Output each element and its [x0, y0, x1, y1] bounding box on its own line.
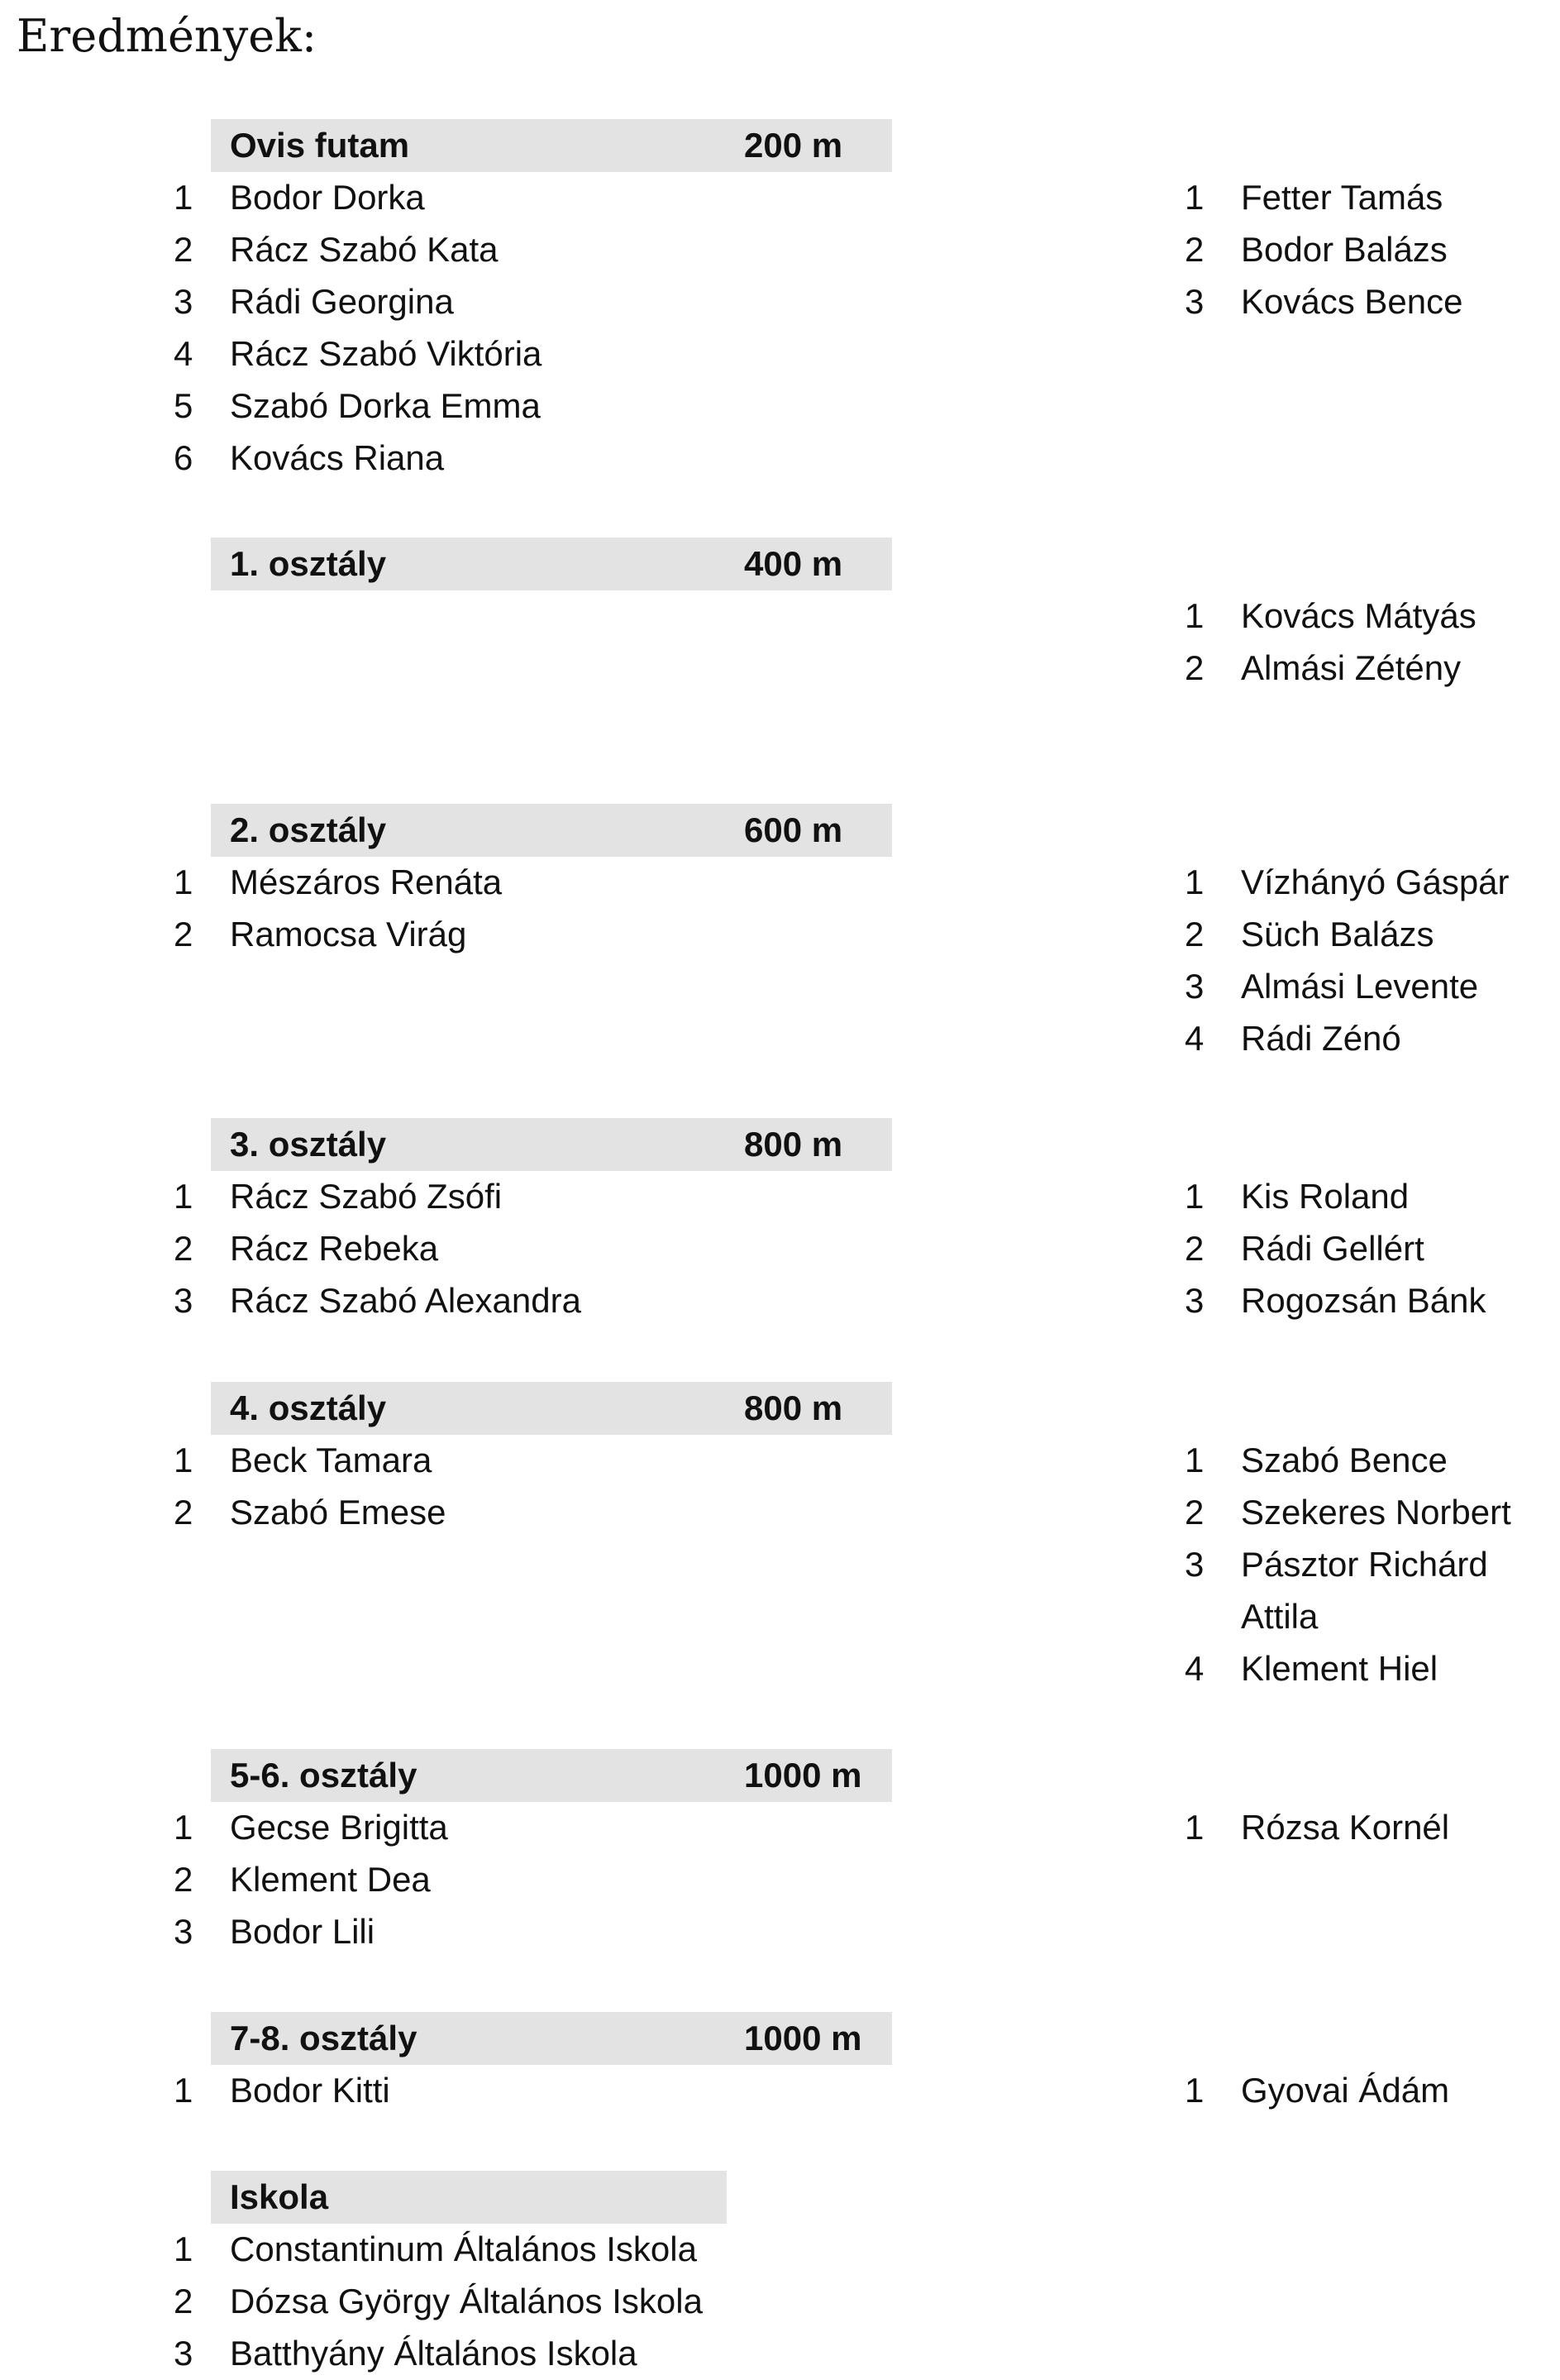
- category-label: Iskola: [230, 2177, 329, 2216]
- distance-label: 800 m: [744, 1388, 843, 1427]
- competitor-name: Szabó Dorka Emma: [230, 386, 541, 425]
- competitor-name: Vízhányó Gáspár: [1241, 863, 1510, 901]
- distance-label: 1000 m: [744, 1756, 862, 1795]
- rank: 1: [174, 1441, 193, 1479]
- rank: 1: [174, 1808, 193, 1847]
- rank: 4: [1185, 1649, 1205, 1688]
- competitor-name: Rácz Szabó Zsófi: [230, 1177, 503, 1216]
- distance-label: 400 m: [744, 544, 843, 583]
- competitor-name: Bodor Kitti: [230, 2071, 390, 2110]
- rank: 2: [174, 2282, 193, 2320]
- rank: 2: [174, 915, 193, 953]
- rank: 3: [1185, 967, 1205, 1006]
- rank: 4: [1185, 1019, 1205, 1058]
- rank: 1: [174, 1177, 193, 1216]
- rank: 1: [1185, 178, 1205, 217]
- competitor-name: Szabó Bence: [1241, 1441, 1448, 1479]
- category-label: 7-8. osztály: [230, 2019, 417, 2057]
- competitor-name: Süch Balázs: [1241, 915, 1434, 953]
- competitor-name: Gecse Brigitta: [230, 1808, 448, 1847]
- category-label: 5-6. osztály: [230, 1756, 417, 1795]
- rank: 1: [1185, 2071, 1205, 2110]
- rank: 2: [174, 1493, 193, 1532]
- competitor-name: Bodor Lili: [230, 1912, 375, 1951]
- rank: 2: [174, 1229, 193, 1268]
- rank: 6: [174, 438, 193, 477]
- rank: 2: [1185, 230, 1205, 269]
- competitor-name: Bodor Dorka: [230, 178, 425, 217]
- rank: 3: [1185, 1545, 1205, 1584]
- rank: 1: [1185, 863, 1205, 901]
- rank: 1: [1185, 1441, 1205, 1479]
- rank: 3: [174, 282, 193, 321]
- distance-label: 600 m: [744, 810, 843, 849]
- section-header: [211, 1749, 892, 1802]
- rank: 4: [174, 334, 193, 373]
- competitor-name: Rádi Zénó: [1241, 1019, 1401, 1058]
- rank: 2: [1185, 915, 1205, 953]
- rank: 1: [174, 863, 193, 901]
- section-header: [211, 2171, 727, 2224]
- competitor-name: Mészáros Renáta: [230, 863, 503, 901]
- rank: 2: [1185, 1493, 1205, 1532]
- section-header: [211, 804, 892, 857]
- section-header: [211, 1382, 892, 1435]
- school-name: Batthyány Általános Iskola: [230, 2334, 637, 2373]
- competitor-name: Rózsa Kornél: [1241, 1808, 1450, 1847]
- rank: 3: [174, 1281, 193, 1320]
- competitor-name: Almási Levente: [1241, 967, 1479, 1006]
- competitor-name: Almási Zétény: [1241, 648, 1462, 687]
- competitor-name: Kis Roland: [1241, 1177, 1410, 1216]
- section-header: [211, 2012, 892, 2065]
- competitor-name: Klement Dea: [230, 1860, 431, 1899]
- competitor-name: Rácz Szabó Viktória: [230, 334, 542, 373]
- competitor-name: Rádi Gellért: [1241, 1229, 1424, 1268]
- competitor-name: Gyovai Ádám: [1241, 2071, 1450, 2110]
- rank: 2: [1185, 648, 1205, 687]
- page-title: Eredmények:: [17, 10, 317, 62]
- competitor-name: Kovács Bence: [1241, 282, 1463, 321]
- competitor-name: Rácz Szabó Alexandra: [230, 1281, 581, 1320]
- competitor-name: Fetter Tamás: [1241, 178, 1443, 217]
- competitor-name: Kovács Mátyás: [1241, 596, 1477, 635]
- category-label: Ovis futam: [230, 126, 410, 165]
- rank: 3: [174, 1912, 193, 1951]
- rank: 2: [174, 1860, 193, 1899]
- competitor-name: Rogozsán Bánk: [1241, 1281, 1486, 1320]
- rank: 1: [174, 2229, 193, 2268]
- competitor-name: Rácz Szabó Kata: [230, 230, 499, 269]
- distance-label: 1000 m: [744, 2019, 862, 2057]
- section-header: [211, 119, 892, 172]
- category-label: 3. osztály: [230, 1125, 387, 1164]
- rank: 1: [1185, 596, 1205, 635]
- distance-label: 200 m: [744, 126, 843, 165]
- rank: 1: [174, 178, 193, 217]
- rank: 1: [1185, 1177, 1205, 1216]
- rank: 3: [1185, 1281, 1205, 1320]
- competitor-name: Pásztor Richárd: [1241, 1545, 1488, 1584]
- competitor-name: Rádi Georgina: [230, 282, 454, 321]
- competitor-name: Klement Hiel: [1241, 1649, 1438, 1688]
- competitor-name: Ramocsa Virág: [230, 915, 467, 953]
- rank: 2: [1185, 1229, 1205, 1268]
- rank: 5: [174, 386, 193, 425]
- competitor-name: Kovács Riana: [230, 438, 445, 477]
- category-label: 1. osztály: [230, 544, 387, 583]
- competitor-name: Attila: [1241, 1597, 1319, 1636]
- competitor-name: Szabó Emese: [230, 1493, 446, 1532]
- rank: 1: [174, 2071, 193, 2110]
- rank: 1: [1185, 1808, 1205, 1847]
- section-header: [211, 1118, 892, 1171]
- competitor-name: Rácz Rebeka: [230, 1229, 439, 1268]
- rank: 2: [174, 230, 193, 269]
- school-name: Dózsa György Általános Iskola: [230, 2282, 703, 2320]
- category-label: 2. osztály: [230, 810, 387, 849]
- rank: 3: [174, 2334, 193, 2373]
- competitor-name: Bodor Balázs: [1241, 230, 1448, 269]
- distance-label: 800 m: [744, 1125, 843, 1164]
- section-header: [211, 538, 892, 590]
- competitor-name: Szekeres Norbert: [1241, 1493, 1511, 1532]
- category-label: 4. osztály: [230, 1388, 387, 1427]
- school-name: Constantinum Általános Iskola: [230, 2229, 697, 2268]
- rank: 3: [1185, 282, 1205, 321]
- competitor-name: Beck Tamara: [230, 1441, 432, 1479]
